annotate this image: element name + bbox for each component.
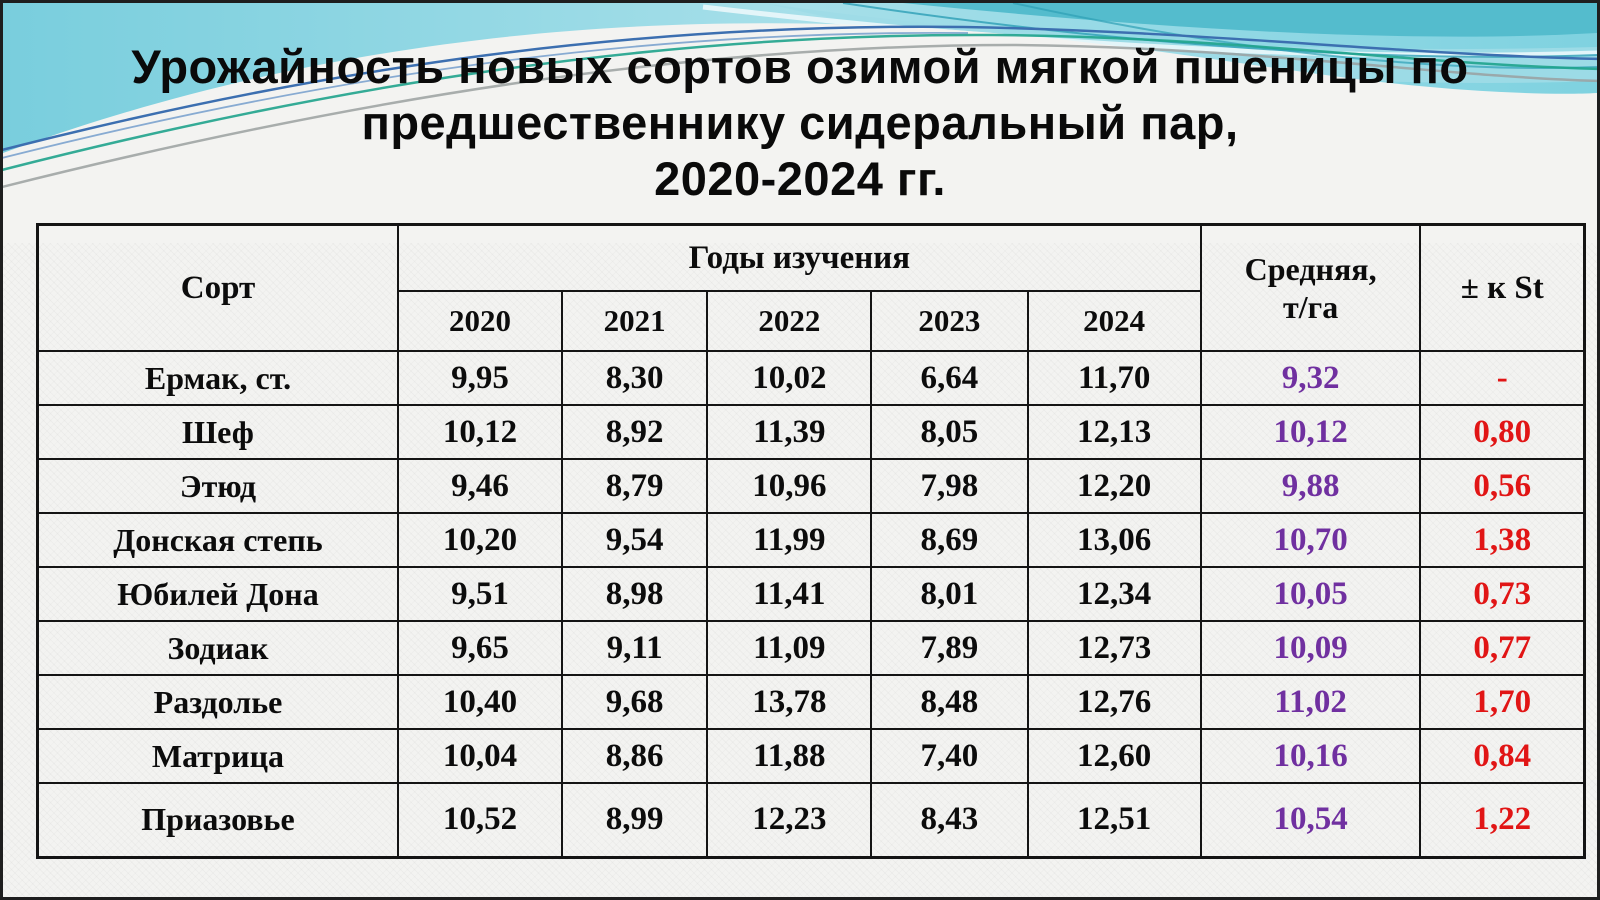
- delta-value: 0,77: [1420, 621, 1584, 675]
- mean-value: 10,70: [1201, 513, 1421, 567]
- delta-value: 0,80: [1420, 405, 1584, 459]
- mean-value: 10,12: [1201, 405, 1421, 459]
- value-2022: 10,96: [707, 459, 871, 513]
- value-2020: 9,95: [398, 351, 562, 405]
- mean-value: 10,16: [1201, 729, 1421, 783]
- column-header-year-2023: 2023: [871, 291, 1027, 351]
- page-title-line-3: 2020-2024 гг.: [654, 152, 946, 205]
- variety-name: Раздолье: [38, 675, 398, 729]
- table-row: [38, 567, 1585, 621]
- column-header-vs-standard: ± к St: [1420, 225, 1584, 352]
- variety-name: Матрица: [38, 729, 398, 783]
- table-row: [38, 459, 1585, 513]
- delta-value: 0,84: [1420, 729, 1584, 783]
- page-title: [3, 39, 1597, 207]
- delta-value: 1,70: [1420, 675, 1584, 729]
- value-2020: 10,52: [398, 783, 562, 857]
- value-2021: 8,79: [562, 459, 707, 513]
- value-2021: 8,86: [562, 729, 707, 783]
- column-header-years-group: Годы изучения: [398, 225, 1201, 292]
- mean-value: 9,88: [1201, 459, 1421, 513]
- value-2022: 11,39: [707, 405, 871, 459]
- variety-name: Этюд: [38, 459, 398, 513]
- column-header-year-2024: 2024: [1028, 291, 1201, 351]
- value-2020: 10,20: [398, 513, 562, 567]
- column-header-year-2020: 2020: [398, 291, 562, 351]
- column-header-year-2022: 2022: [707, 291, 871, 351]
- yield-table: [36, 223, 1586, 859]
- variety-name: Донская степь: [38, 513, 398, 567]
- column-header-variety: Сорт: [38, 225, 398, 352]
- value-2024: 12,34: [1028, 567, 1201, 621]
- value-2021: 9,68: [562, 675, 707, 729]
- value-2024: 12,76: [1028, 675, 1201, 729]
- page-title-line-2: предшественнику сидеральный пар,: [361, 96, 1239, 149]
- value-2023: 7,98: [871, 459, 1027, 513]
- mean-value: 11,02: [1201, 675, 1421, 729]
- table-row: [38, 675, 1585, 729]
- value-2021: 8,92: [562, 405, 707, 459]
- value-2020: 10,12: [398, 405, 562, 459]
- variety-name: Шеф: [38, 405, 398, 459]
- mean-value: 10,05: [1201, 567, 1421, 621]
- value-2020: 10,04: [398, 729, 562, 783]
- variety-name: Юбилей Дона: [38, 567, 398, 621]
- delta-value: 1,22: [1420, 783, 1584, 857]
- table-row: [38, 783, 1585, 857]
- column-header-year-2021: 2021: [562, 291, 707, 351]
- value-2020: 9,51: [398, 567, 562, 621]
- delta-value: 1,38: [1420, 513, 1584, 567]
- value-2024: 12,51: [1028, 783, 1201, 857]
- value-2020: 9,46: [398, 459, 562, 513]
- value-2024: 12,20: [1028, 459, 1201, 513]
- value-2024: 12,60: [1028, 729, 1201, 783]
- value-2022: 11,99: [707, 513, 871, 567]
- value-2021: 9,54: [562, 513, 707, 567]
- table-row: [38, 621, 1585, 675]
- delta-value: 0,73: [1420, 567, 1584, 621]
- value-2023: 8,05: [871, 405, 1027, 459]
- value-2021: 8,99: [562, 783, 707, 857]
- value-2022: 13,78: [707, 675, 871, 729]
- value-2023: 8,01: [871, 567, 1027, 621]
- column-header-mean-line-1: Средняя,: [1244, 251, 1377, 287]
- value-2023: 8,43: [871, 783, 1027, 857]
- delta-value: 0,56: [1420, 459, 1584, 513]
- column-header-mean: [1201, 225, 1421, 352]
- value-2020: 10,40: [398, 675, 562, 729]
- value-2024: 12,13: [1028, 405, 1201, 459]
- table-row: [38, 405, 1585, 459]
- table-row: [38, 729, 1585, 783]
- value-2021: 8,30: [562, 351, 707, 405]
- header-row-1: [38, 225, 1585, 292]
- value-2022: 10,02: [707, 351, 871, 405]
- mean-value: 10,54: [1201, 783, 1421, 857]
- value-2024: 11,70: [1028, 351, 1201, 405]
- value-2023: 7,89: [871, 621, 1027, 675]
- value-2021: 9,11: [562, 621, 707, 675]
- column-header-mean-line-2: т/га: [1283, 289, 1339, 325]
- value-2024: 12,73: [1028, 621, 1201, 675]
- value-2020: 9,65: [398, 621, 562, 675]
- variety-name: Ермак, ст.: [38, 351, 398, 405]
- value-2023: 6,64: [871, 351, 1027, 405]
- value-2022: 12,23: [707, 783, 871, 857]
- value-2023: 7,40: [871, 729, 1027, 783]
- value-2024: 13,06: [1028, 513, 1201, 567]
- value-2023: 8,48: [871, 675, 1027, 729]
- value-2022: 11,41: [707, 567, 871, 621]
- delta-value: -: [1420, 351, 1584, 405]
- variety-name: Зодиак: [38, 621, 398, 675]
- value-2022: 11,88: [707, 729, 871, 783]
- value-2021: 8,98: [562, 567, 707, 621]
- page-title-line-1: Урожайность новых сортов озимой мягкой пшеницы по: [131, 40, 1469, 93]
- mean-value: 10,09: [1201, 621, 1421, 675]
- value-2022: 11,09: [707, 621, 871, 675]
- value-2023: 8,69: [871, 513, 1027, 567]
- mean-value: 9,32: [1201, 351, 1421, 405]
- table-row: [38, 513, 1585, 567]
- variety-name: Приазовье: [38, 783, 398, 857]
- table-row: [38, 351, 1585, 405]
